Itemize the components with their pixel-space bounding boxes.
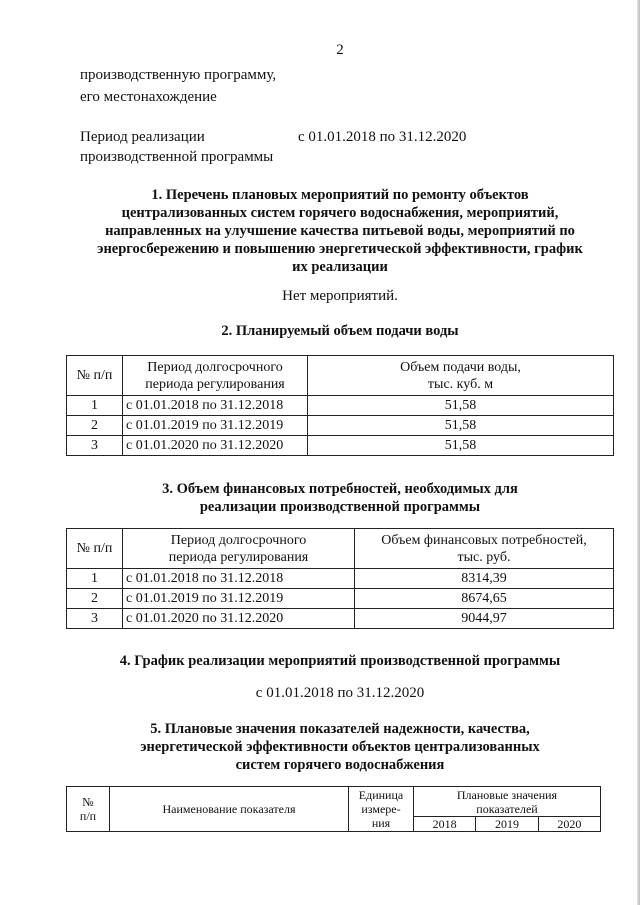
row-num: 2 <box>67 416 123 436</box>
period-label-line-1: Период реализации <box>80 129 205 145</box>
header-period-line: периода регулирования <box>168 549 309 565</box>
section-1-title-line: энергосбережению и повышению энергетической эффективности, график <box>97 241 583 257</box>
header-period-line: периода регулирования <box>145 376 285 392</box>
row-period: с 01.01.2020 по 31.12.2020 <box>123 436 308 456</box>
table-header-row <box>67 356 614 396</box>
header-num: № п/п <box>67 356 123 396</box>
table-row <box>67 609 614 629</box>
table-row <box>67 396 614 416</box>
section-5-title-line: энергетической эффективности объектов централизованных <box>140 739 540 755</box>
section-3-title <box>70 480 610 516</box>
table-header-row <box>67 787 601 817</box>
table-row <box>67 436 614 456</box>
row-num: 3 <box>67 609 123 629</box>
section-3-title-line: 3. Объем финансовых потребностей, необходимых для <box>162 481 518 497</box>
section-2-title: 2. Планируемый объем подачи воды <box>221 323 459 339</box>
header-year: 2018 <box>414 817 476 832</box>
row-value: 8674,65 <box>355 589 614 609</box>
row-num: 2 <box>67 589 123 609</box>
header-num-line: п/п <box>79 809 97 823</box>
section-3-title-line: реализации производственной программы <box>199 499 481 515</box>
header-unit <box>349 787 414 832</box>
row-num: 1 <box>67 569 123 589</box>
header-year: 2019 <box>476 817 538 832</box>
header-value-line: тыс. руб. <box>457 549 511 565</box>
header-planned-line: показателей <box>476 801 538 816</box>
row-num: 3 <box>67 436 123 456</box>
row-value: 51,58 <box>308 436 614 456</box>
header-value-line: тыс. куб. м <box>427 376 494 392</box>
intro-line-1: производственную программу, <box>80 67 277 83</box>
table-row <box>67 416 614 436</box>
row-period: с 01.01.2018 по 31.12.2018 <box>123 396 308 416</box>
header-unit-line: ния <box>371 816 391 830</box>
water-supply-table <box>66 355 614 456</box>
section-5-title <box>70 720 610 774</box>
period-label-line-2: производственной программы <box>80 149 274 165</box>
section-1-title-line: 1. Перечень плановых мероприятий по ремонту объектов <box>151 187 529 203</box>
header-period <box>123 529 355 569</box>
header-value-line: Объем финансовых потребностей, <box>381 532 587 548</box>
row-period: с 01.01.2019 по 31.12.2019 <box>123 416 308 436</box>
section-1-title <box>70 186 610 276</box>
section-1-note: Нет мероприятий. <box>282 288 398 304</box>
section-1-title-line: их реализации <box>292 259 388 275</box>
row-value: 9044,97 <box>355 609 614 629</box>
header-year: 2020 <box>538 817 600 832</box>
indicators-table <box>66 786 601 832</box>
header-value-line: Объем подачи воды, <box>400 359 521 375</box>
header-num-line: № <box>82 795 94 809</box>
row-value: 51,58 <box>308 396 614 416</box>
header-period-line: Период долгосрочного <box>170 532 307 548</box>
section-1-title-line: централизованных систем горячего водоснабжения, мероприятий, <box>121 205 559 221</box>
header-period-line: Период долгосрочного <box>147 359 283 375</box>
table-row <box>67 569 614 589</box>
table-header-row <box>67 529 614 569</box>
header-indicator-name: Наименование показателя <box>110 787 349 832</box>
section-4-period: с 01.01.2018 по 31.12.2020 <box>255 685 425 701</box>
section-1-title-line: направленных на улучшение качества питьевой воды, мероприятий по <box>105 223 575 239</box>
period-value: с 01.01.2018 по 31.12.2020 <box>298 129 467 145</box>
section-5-title-line: 5. Плановые значения показателей надежности, качества, <box>150 721 530 737</box>
table-row <box>67 589 614 609</box>
section-4-title: 4. График реализации мероприятий производственной программы <box>119 653 561 669</box>
row-period: с 01.01.2018 по 31.12.2018 <box>123 569 355 589</box>
header-period <box>123 356 308 396</box>
row-value: 51,58 <box>308 416 614 436</box>
header-num: № п/п <box>67 529 123 569</box>
financial-needs-table <box>66 528 614 629</box>
intro-line-2: его местонахождение <box>80 89 217 105</box>
header-unit-line: Единица <box>358 788 404 802</box>
page-number: 2 <box>336 42 344 58</box>
row-period: с 01.01.2020 по 31.12.2020 <box>123 609 355 629</box>
header-num <box>67 787 110 832</box>
header-value <box>355 529 614 569</box>
section-5-title-line: систем горячего водоснабжения <box>235 757 445 773</box>
row-period: с 01.01.2019 по 31.12.2019 <box>123 589 355 609</box>
header-planned-values <box>414 787 601 817</box>
header-planned-line: Плановые значения <box>456 787 558 802</box>
row-value: 8314,39 <box>355 569 614 589</box>
header-unit-line: измере- <box>361 802 401 816</box>
row-num: 1 <box>67 396 123 416</box>
header-value <box>308 356 614 396</box>
